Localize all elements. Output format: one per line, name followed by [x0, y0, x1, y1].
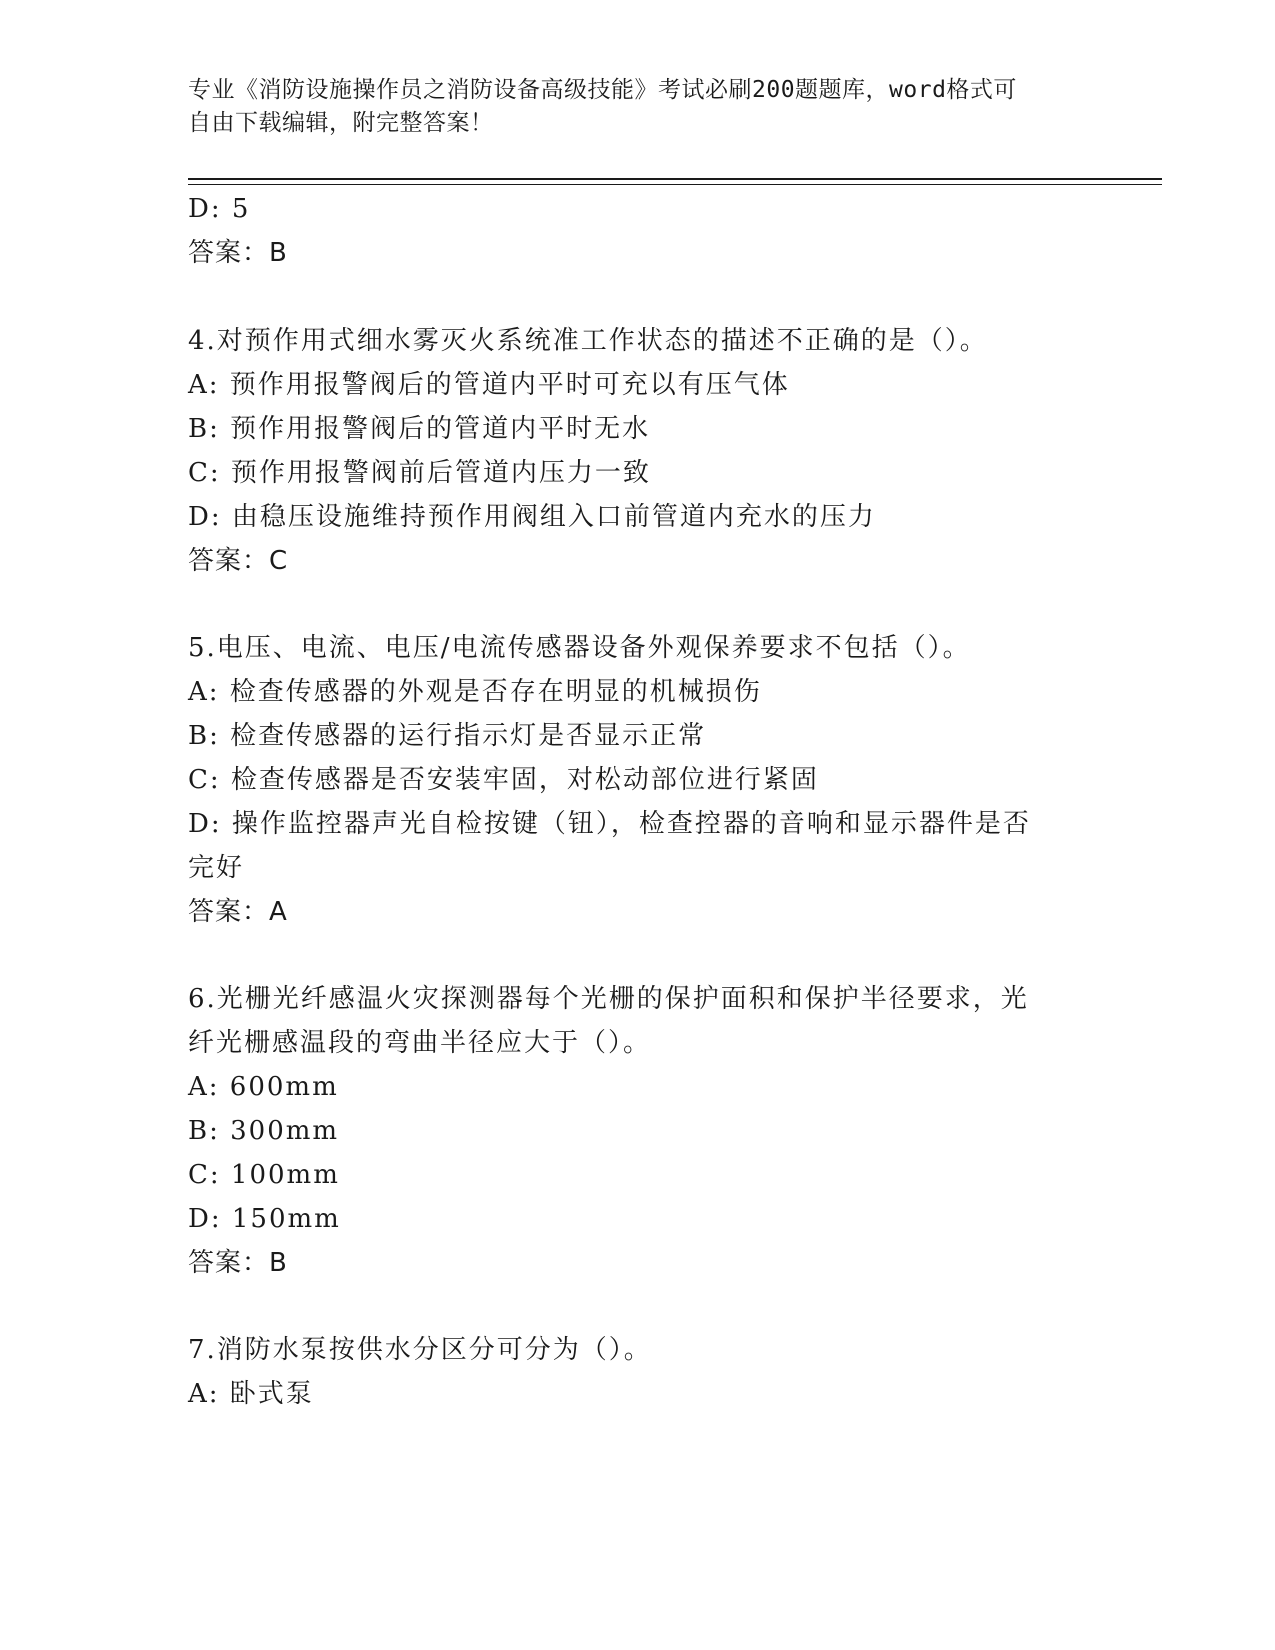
q4-option-c: C: 预作用报警阀前后管道内压力一致: [188, 458, 651, 488]
q4-option-b: B: 预作用报警阀后的管道内平时无水: [188, 414, 651, 444]
header-divider-thin: [188, 184, 1162, 185]
q5-option-a: A: 检查传感器的外观是否存在明显的机械损伤: [188, 677, 762, 707]
q5-stem: 5.电压、电流、电压/电流传感器设备外观保养要求不包括（）。: [188, 633, 971, 663]
q6-option-d: D: 150mm: [188, 1204, 341, 1234]
q3-answer: 答案：B: [188, 238, 288, 268]
q5-option-c: C: 检查传感器是否安装牢固，对松动部位进行紧固: [188, 765, 819, 795]
q5-option-d-line-2: 完好: [188, 853, 245, 883]
q6-stem-line-1: 6.光栅光纤感温火灾探测器每个光栅的保护面积和保护半径要求，光: [188, 984, 1029, 1014]
q4-stem: 4.对预作用式细水雾灭火系统准工作状态的描述不正确的是（）。: [188, 326, 988, 356]
header-line-1: 专业《消防设施操作员之消防设备高级技能》考试必刷200题题库，word格式可: [188, 77, 1017, 103]
q3-option-d: D: 5: [188, 194, 251, 224]
q4-answer: 答案：C: [188, 546, 289, 576]
header-line-2: 自由下载编辑，附完整答案！: [188, 110, 494, 136]
q6-option-c: C: 100mm: [188, 1160, 340, 1190]
q7-stem: 7.消防水泵按供水分区分可分为（）。: [188, 1335, 652, 1365]
q4-option-a: A: 预作用报警阀后的管道内平时可充以有压气体: [188, 370, 790, 400]
q6-stem-line-2: 纤光栅感温段的弯曲半径应大于（）。: [188, 1028, 652, 1058]
q6-option-b: B: 300mm: [188, 1116, 340, 1146]
q6-answer: 答案：B: [188, 1248, 288, 1278]
q5-option-d-line-1: D: 操作监控器声光自检按键（钮），检查控器的音响和显示器件是否: [188, 809, 1031, 839]
document-header: [188, 74, 1088, 140]
q5-option-b: B: 检查传感器的运行指示灯是否显示正常: [188, 721, 707, 751]
q7-option-a: A: 卧式泵: [188, 1379, 314, 1409]
q4-option-d: D: 由稳压设施维持预作用阀组入口前管道内充水的压力: [188, 502, 876, 532]
q6-option-a: A: 600mm: [188, 1072, 339, 1102]
header-divider-thick: [188, 178, 1162, 180]
q5-answer: 答案：A: [188, 897, 288, 927]
